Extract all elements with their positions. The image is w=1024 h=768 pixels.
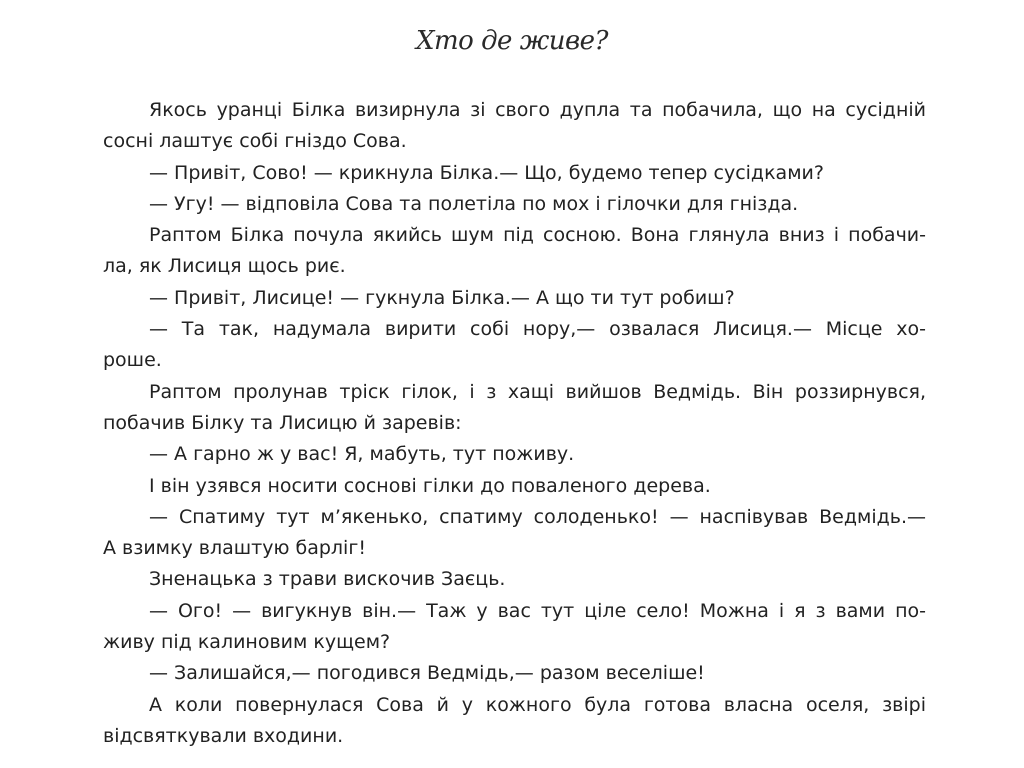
text-line: А коли повернулася Сова й у кожного була готова власна оселя, звірі <box>149 693 926 716</box>
text-line: побачив Білку та Лисицю й заревів: <box>103 411 462 434</box>
text-line: Раптом пролунав тріск гілок, і з хащі вийшов Ведмідь. Він роззирнувся, <box>149 380 926 403</box>
text-line: живу під калиновим кущем? <box>103 631 391 654</box>
story-title: Хто де живе? <box>416 26 608 56</box>
text-line: А взимку влаштую барліг! <box>103 537 366 560</box>
story-body <box>103 95 926 752</box>
text-line: Раптом Білка почула якийсь шум під сосною. Вона глянула вниз і побачи- <box>149 224 926 247</box>
text-line: — Та так, надумала вирити собі нору,— озвалася Лисиця.— Місце хо- <box>149 318 926 341</box>
text-line: — Ого! — вигукнув він.— Таж у вас тут ціле село! Можна і я з вами по- <box>149 599 926 622</box>
text-line: І він узявся носити соснові гілки до поваленого дерева. <box>149 474 711 497</box>
text-line: сосні лаштує собі гніздо Сова. <box>103 130 407 153</box>
text-line: Якось уранці Білка визирнула зі свого дупла та побачила, що на сусідній <box>149 99 926 121</box>
text-line: — Привіт, Сово! — крикнула Білка.— Що, будемо тепер сусідками? <box>149 161 824 184</box>
text-line: — Привіт, Лисице! — гукнула Білка.— А що ти тут робиш? <box>149 286 735 309</box>
text-line: ла, як Лисиця щось риє. <box>103 255 346 278</box>
text-line: — Залишайся,— погодився Ведмідь,— разом веселіше! <box>149 662 705 685</box>
text-line: відсвяткували входини. <box>103 724 344 747</box>
text-line: — Спатиму тут м’якенько, спатиму солоденько! — наспівував Ведмідь.— <box>149 505 926 528</box>
text-line: роше. <box>103 349 162 372</box>
text-line: Зненацька з трави вискочив Заєць. <box>149 568 506 591</box>
text-line: — А гарно ж у вас! Я, мабуть, тут поживу. <box>149 443 575 466</box>
text-line: — Угу! — відповіла Сова та полетіла по мох і гілочки для гнізда. <box>149 192 799 215</box>
